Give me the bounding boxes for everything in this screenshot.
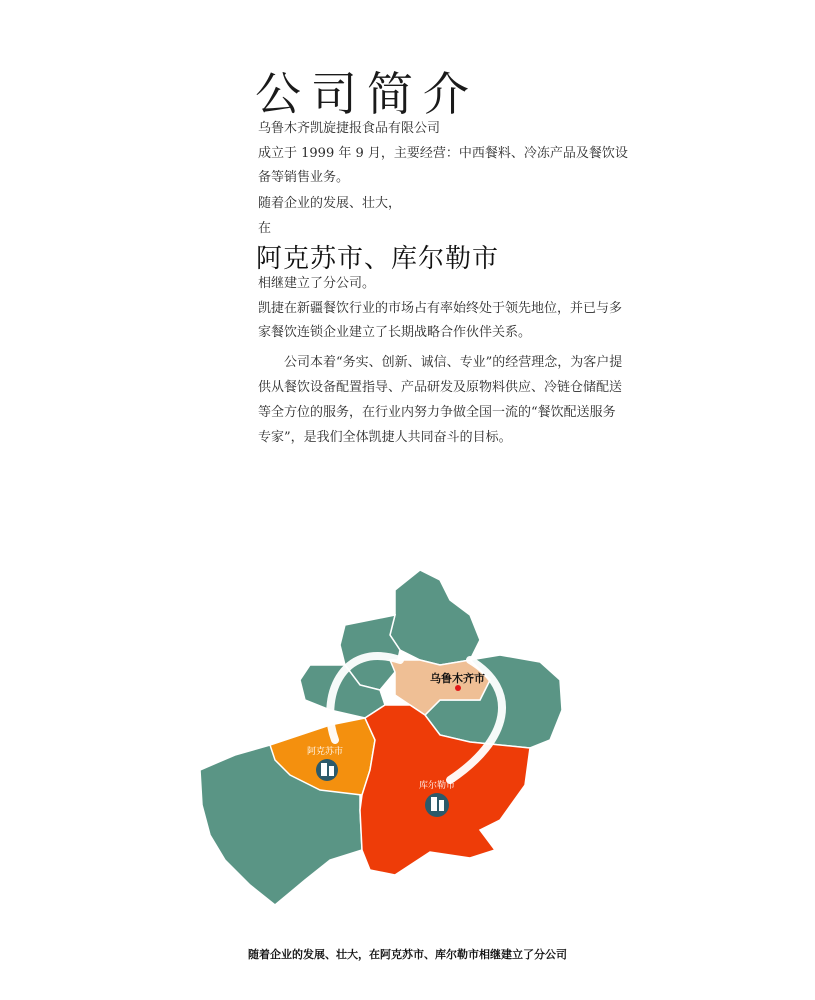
map-label-korla: 库尔勒市 [419,781,456,791]
aksu-building-icon [316,759,338,781]
branch-result-text: 相继建立了分公司。 [258,276,376,291]
mission-text: 公司本着“务实、创新、诚信、专业”的经营理念，为客户提供从餐饮设备配置指导、产品研发及原物料供应、冷链仓储配送等全方位的服务，在行业内努力争做全国一流的“餐饮配送服务专家”，是我们全体凯捷人共同奋斗的目标。 [258,355,623,445]
founding-text: 成立于 1999 年 9 月，主要经营：中西餐料、冷冻产品及餐饮设备等销售业务。 [258,146,628,185]
map-caption: 随着企业的发展、壮大，在阿克苏市、库尔勒市相继建立了分公司 [248,948,567,961]
map-label-urumqi: 乌鲁木齐市 [430,672,485,685]
region-north [390,570,480,665]
korla-building-icon [425,793,449,817]
map-label-aksu: 阿克苏市 [307,747,344,757]
company-name: 乌鲁木齐凯旋捷报食品有限公司 [258,121,441,136]
map-regions [200,570,562,905]
growth-text: 随着企业的发展、壮大， [258,196,402,211]
growth-text-in: 在 [258,221,272,236]
leadership-text: 凯捷在新疆餐饮行业的市场占有率始终处于领先地位，并已与多家餐饮连锁企业建立了长期战略合作伙伴关系。 [258,301,623,340]
page-title: 公司简介 [255,67,479,121]
branch-cities-heading: 阿克苏市、库尔勒市 [256,244,500,274]
